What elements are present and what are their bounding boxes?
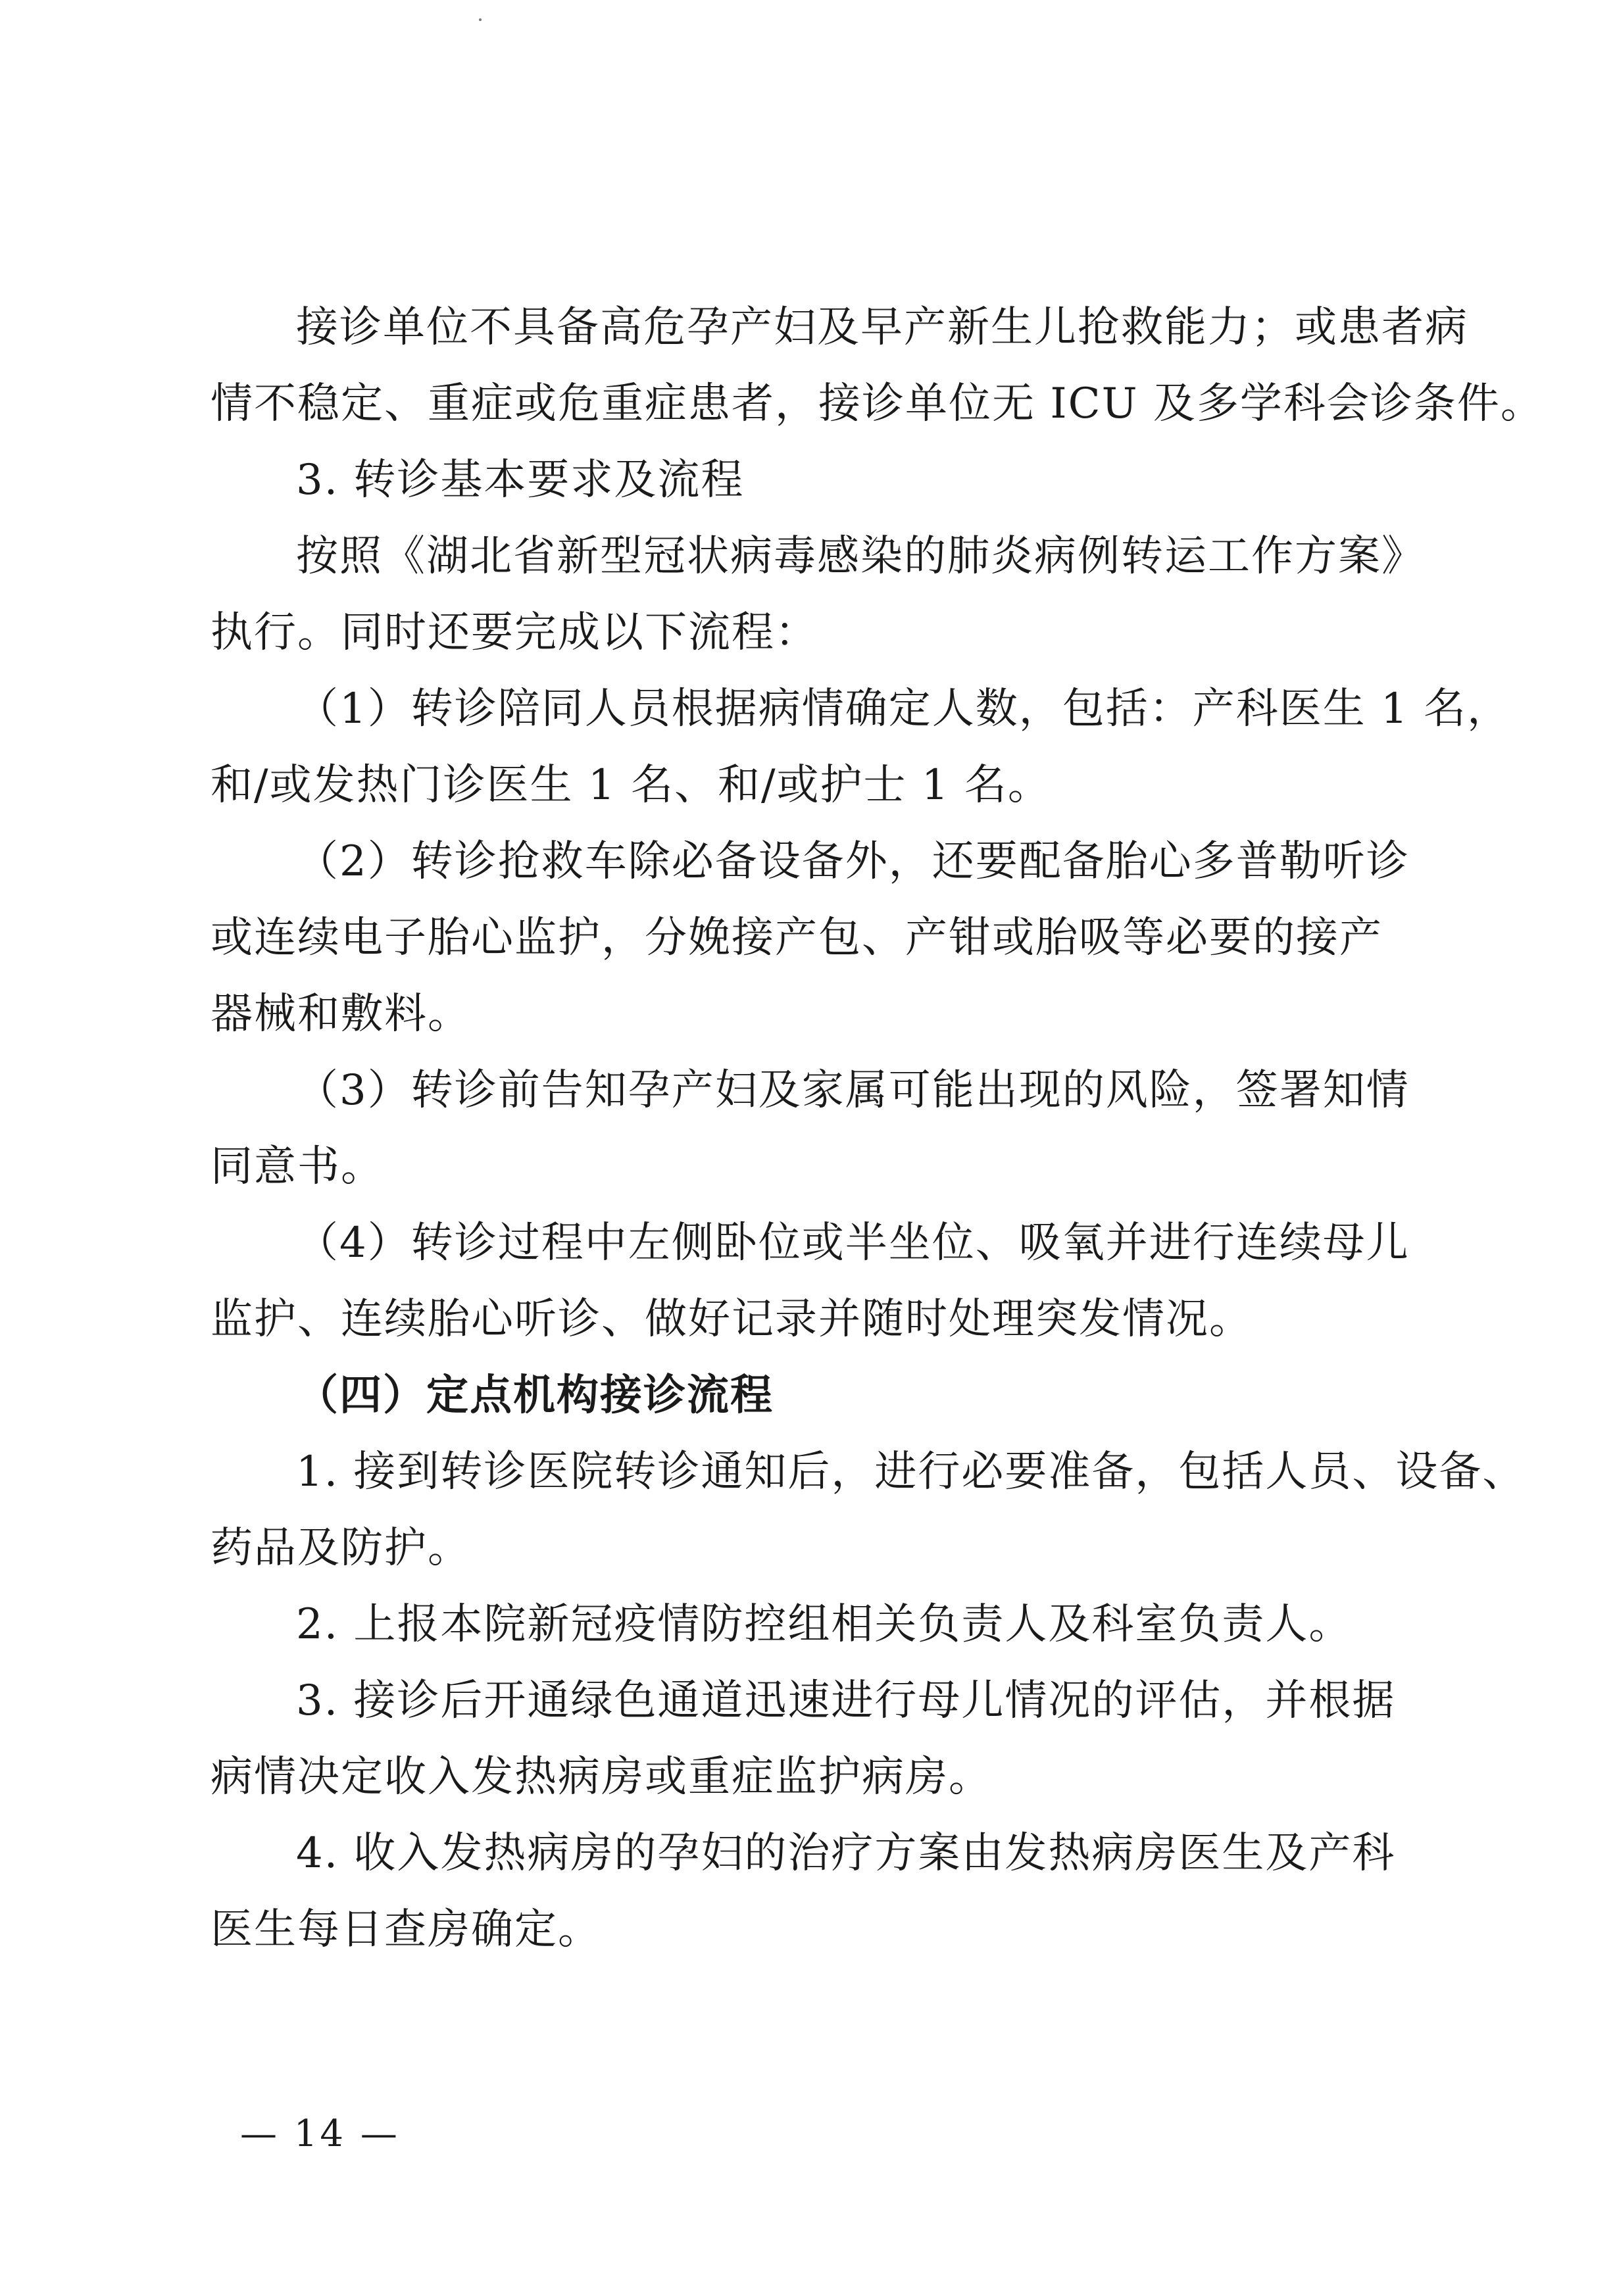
text-line: 3. 转诊基本要求及流程 — [296, 456, 745, 504]
list-item-2 — [211, 823, 1421, 1052]
text-line: （1）转诊陪同人员根据病情确定人数，包括：产科医生 1 名， — [296, 685, 1511, 733]
list-item-4 — [211, 1205, 1421, 1357]
page-number: — 14 — — [240, 2113, 400, 2155]
text-line: 执行。同时还要完成以下流程： — [211, 608, 818, 657]
text-line: 医生每日查房确定。 — [211, 1905, 601, 1954]
text-line: 按照《湖北省新型冠状病毒感染的肺炎病例转运工作方案》 — [296, 532, 1425, 581]
text-line: 和/或发热门诊医生 1 名、和/或护士 1 名。 — [211, 761, 1051, 810]
text-line: 器械和敷料。 — [211, 990, 471, 1038]
text-line: （2）转诊抢救车除必备设备外，还要配备胎心多普勒听诊 — [296, 837, 1410, 886]
text-line: 病情决定收入发热病房或重症监护病房。 — [211, 1753, 992, 1801]
step-4 — [211, 1815, 1421, 1968]
text-line: 2. 上报本院新冠疫情防控组相关负责人及科室负责人。 — [296, 1600, 1353, 1649]
text-line: 4. 收入发热病房的孕妇的治疗方案由发热病房医生及产科 — [296, 1829, 1396, 1878]
text-line: （3）转诊前告知孕产妇及家属可能出现的风险，签署知情 — [296, 1066, 1410, 1115]
list-item-3 — [211, 1052, 1421, 1205]
scan-dot — [479, 18, 482, 21]
step-3 — [211, 1663, 1421, 1815]
text-line: （4）转诊过程中左侧卧位或半坐位、吸氧并进行连续母儿 — [296, 1219, 1410, 1267]
text-line: 3. 接诊后开通绿色通道迅速进行母儿情况的评估，并根据 — [296, 1676, 1396, 1725]
text-line: 接诊单位不具备高危孕产妇及早产新生儿抢救能力；或患者病 — [296, 303, 1468, 352]
step-2 — [211, 1586, 1421, 1663]
text-line: 情不稳定、重症或危重症患者，接诊单位无 ICU 及多学科会诊条件。 — [211, 379, 1544, 428]
list-item-1 — [211, 671, 1511, 823]
section-heading — [211, 1357, 1421, 1434]
text-line: 1. 接到转诊医院转诊通知后，进行必要准备，包括人员、设备、 — [296, 1448, 1526, 1496]
text-line: （四）定点机构接诊流程 — [296, 1371, 774, 1420]
paragraph-2 — [211, 518, 1425, 671]
text-line: 或连续电子胎心监护，分娩接产包、产钳或胎吸等必要的接产 — [211, 914, 1383, 962]
text-line: 同意书。 — [211, 1142, 384, 1191]
text-line: 药品及防护。 — [211, 1524, 471, 1573]
text-line: 监护、连续胎心听诊、做好记录并随时处理突发情况。 — [211, 1295, 1253, 1344]
step-1 — [211, 1434, 1526, 1586]
paragraph-1 — [211, 289, 1544, 442]
heading-3 — [211, 442, 1421, 518]
